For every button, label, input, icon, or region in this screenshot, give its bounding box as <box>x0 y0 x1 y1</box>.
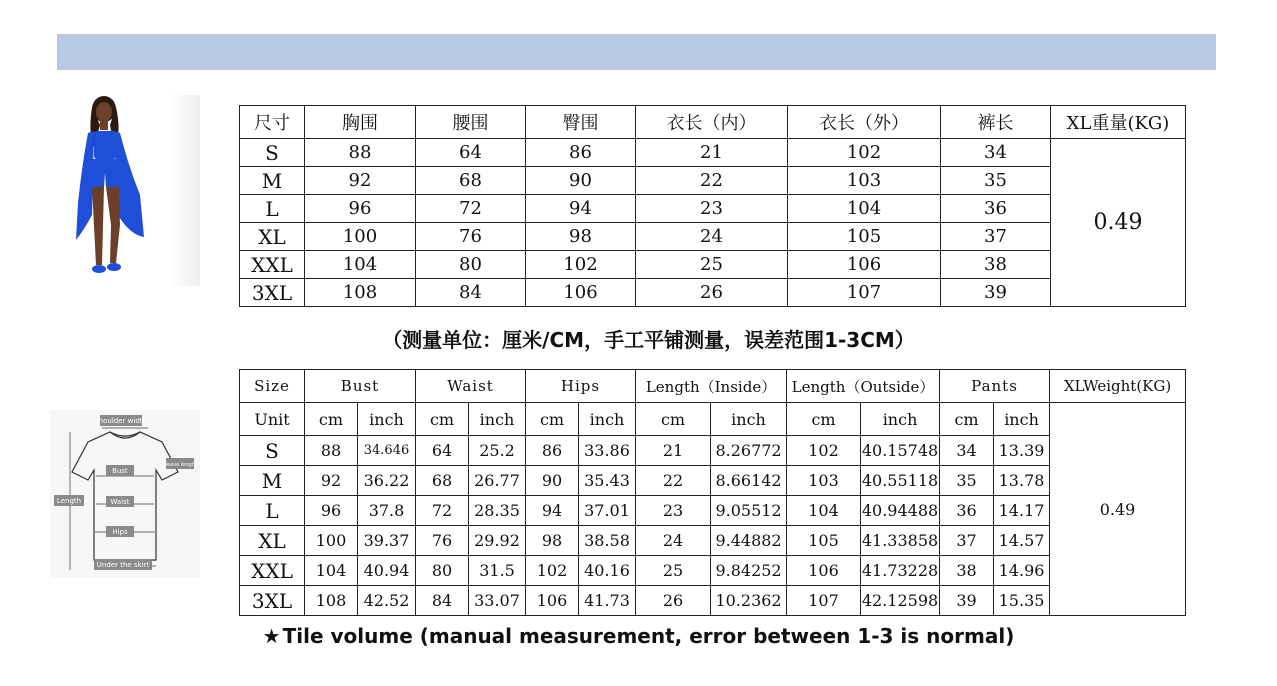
table-cell: 107 <box>788 279 941 307</box>
table-row <box>240 195 1186 223</box>
table-cell: 21 <box>636 139 788 167</box>
table-cell: 26.77 <box>469 466 526 496</box>
unit-cell: Unit <box>240 403 305 436</box>
table-cell: 21 <box>636 436 711 466</box>
table-cell: 92 <box>305 167 416 195</box>
table-cell: 41.73228 <box>861 556 940 586</box>
table-cell: 36.22 <box>358 466 416 496</box>
table-cell: 36 <box>940 496 994 526</box>
table-row <box>240 279 1186 307</box>
weight-cell: 0.49 <box>1051 139 1186 307</box>
unit-cell: cm <box>416 403 469 436</box>
svg-text:Waist: Waist <box>110 498 130 506</box>
size-cell: M <box>240 167 305 195</box>
table-cell: 40.55118 <box>861 466 940 496</box>
table-cell: 33.07 <box>469 586 526 616</box>
table-row <box>240 586 1186 616</box>
table-cell: 94 <box>526 496 579 526</box>
table-cell: 106 <box>526 586 579 616</box>
table-cell: 42.52 <box>358 586 416 616</box>
table-row <box>240 556 1186 586</box>
table-cell: 28.35 <box>469 496 526 526</box>
table-cell: 80 <box>416 556 469 586</box>
table-cell: 64 <box>416 139 526 167</box>
unit-cell: inch <box>579 403 636 436</box>
table-cell: 40.94488 <box>861 496 940 526</box>
table-cell: 40.15748 <box>861 436 940 466</box>
table-cell: 26 <box>636 586 711 616</box>
table-cell: 98 <box>526 526 579 556</box>
table-cell: 24 <box>636 223 788 251</box>
unit-cell: inch <box>861 403 940 436</box>
table-cell: 22 <box>636 466 711 496</box>
size-cell: XXL <box>240 251 305 279</box>
table-cell: 34.646 <box>358 436 416 466</box>
size-cell: XL <box>240 223 305 251</box>
table-row <box>240 496 1186 526</box>
table-row <box>240 526 1186 556</box>
model-photo <box>64 95 200 286</box>
table-cell: 34 <box>940 436 994 466</box>
table-row <box>240 436 1186 466</box>
table-cell: 15.35 <box>994 586 1050 616</box>
table-cell: 72 <box>416 195 526 223</box>
unit-cell: cm <box>526 403 579 436</box>
header-cell: Waist <box>416 370 526 403</box>
size-table-en <box>239 369 1186 616</box>
header-cell: Length（Inside） <box>636 370 787 403</box>
svg-text:Bust: Bust <box>112 467 128 475</box>
table-cell: 22 <box>636 167 788 195</box>
measurement-note-text: Tile volume (manual measurement, error between 1-3 is normal) <box>282 624 1015 648</box>
measurement-note-cn: （测量单位：厘米/CM，手工平铺测量，误差范围1-3CM） <box>382 328 915 352</box>
table-cell: 41.73 <box>579 586 636 616</box>
table-cell: 102 <box>526 556 579 586</box>
table-cell: 35 <box>940 466 994 496</box>
unit-cell: inch <box>358 403 416 436</box>
header-cell: 腰围 <box>416 106 526 139</box>
table-cell: 100 <box>305 526 358 556</box>
table-row <box>240 139 1186 167</box>
table-cell: 24 <box>636 526 711 556</box>
unit-row <box>240 403 1186 436</box>
table-cell: 13.39 <box>994 436 1050 466</box>
table-cell: 88 <box>305 139 416 167</box>
table-cell: 76 <box>416 526 469 556</box>
table-cell: 8.26772 <box>711 436 787 466</box>
table-cell: 96 <box>305 496 358 526</box>
table-cell: 14.17 <box>994 496 1050 526</box>
table-cell: 25 <box>636 556 711 586</box>
header-cell: 裤长 <box>941 106 1051 139</box>
table-cell: 68 <box>416 167 526 195</box>
table-cell: 103 <box>788 167 941 195</box>
header-cell: 臀围 <box>526 106 636 139</box>
table-cell: 42.12598 <box>861 586 940 616</box>
size-cell: L <box>240 195 305 223</box>
unit-cell: inch <box>994 403 1050 436</box>
table-cell: 38 <box>941 251 1051 279</box>
table-cell: 13.78 <box>994 466 1050 496</box>
table-cell: 23 <box>636 496 711 526</box>
table-cell: 94 <box>526 195 636 223</box>
header-cell: 胸围 <box>305 106 416 139</box>
header-cell: Pants <box>940 370 1050 403</box>
table-cell: 34 <box>941 139 1051 167</box>
table-row <box>240 223 1186 251</box>
size-cell: 3XL <box>240 586 305 616</box>
table-cell: 102 <box>787 436 861 466</box>
size-cell: XXL <box>240 556 305 586</box>
table-cell: 102 <box>526 251 636 279</box>
table-header-row <box>240 106 1186 139</box>
table-cell: 37.8 <box>358 496 416 526</box>
table-cell: 84 <box>416 279 526 307</box>
header-cell: 尺寸 <box>240 106 305 139</box>
size-cell: S <box>240 139 305 167</box>
header-cell: Bust <box>305 370 416 403</box>
table-cell: 98 <box>526 223 636 251</box>
table-cell: 35 <box>941 167 1051 195</box>
star-icon: ★ <box>262 624 281 648</box>
table-row <box>240 167 1186 195</box>
svg-text:Length: Length <box>56 497 82 505</box>
table-cell: 40.16 <box>579 556 636 586</box>
table-cell: 14.96 <box>994 556 1050 586</box>
table-cell: 106 <box>787 556 861 586</box>
svg-text:shoulder width: shoulder width <box>95 417 147 425</box>
unit-cell: cm <box>940 403 994 436</box>
table-cell: 38.58 <box>579 526 636 556</box>
table-cell: 9.84252 <box>711 556 787 586</box>
table-cell: 41.33858 <box>861 526 940 556</box>
table-cell: 90 <box>526 466 579 496</box>
table-cell: 39 <box>941 279 1051 307</box>
table-cell: 86 <box>526 139 636 167</box>
table-cell: 14.57 <box>994 526 1050 556</box>
table-header-row <box>240 370 1186 403</box>
model-photo-illustration <box>64 95 200 286</box>
table-cell: 102 <box>788 139 941 167</box>
table-cell: 80 <box>416 251 526 279</box>
table-cell: 29.92 <box>469 526 526 556</box>
svg-text:Hips: Hips <box>112 528 128 536</box>
table-cell: 72 <box>416 496 469 526</box>
unit-cell: cm <box>787 403 861 436</box>
header-cell: XLWeight(KG) <box>1050 370 1186 403</box>
table-cell: 9.44882 <box>711 526 787 556</box>
table-cell: 88 <box>305 436 358 466</box>
table-cell: 76 <box>416 223 526 251</box>
svg-text:Under the skirt: Under the skirt <box>96 561 150 569</box>
table-cell: 100 <box>305 223 416 251</box>
table-cell: 68 <box>416 466 469 496</box>
table-cell: 36 <box>941 195 1051 223</box>
table-cell: 26 <box>636 279 788 307</box>
measurement-diagram <box>50 410 200 578</box>
table-cell: 90 <box>526 167 636 195</box>
table-cell: 106 <box>526 279 636 307</box>
unit-cell: inch <box>711 403 787 436</box>
header-cell: Size <box>240 370 305 403</box>
unit-cell: inch <box>469 403 526 436</box>
table-cell: 108 <box>305 279 416 307</box>
table-cell: 8.66142 <box>711 466 787 496</box>
table-cell: 38 <box>940 556 994 586</box>
table-row <box>240 466 1186 496</box>
table-cell: 105 <box>788 223 941 251</box>
table-cell: 37 <box>940 526 994 556</box>
measurement-note-en <box>0 624 1277 648</box>
table-cell: 107 <box>787 586 861 616</box>
size-cell: L <box>240 496 305 526</box>
table-cell: 37 <box>941 223 1051 251</box>
top-banner <box>57 34 1216 70</box>
svg-text:sleeve length: sleeve length <box>163 462 197 468</box>
header-cell: XL重量(KG) <box>1051 106 1186 139</box>
header-cell: Length（Outside） <box>787 370 940 403</box>
header-cell: 衣长（内） <box>636 106 788 139</box>
size-table-cn <box>239 105 1186 307</box>
size-cell: XL <box>240 526 305 556</box>
table-cell: 23 <box>636 195 788 223</box>
weight-cell: 0.49 <box>1050 403 1186 616</box>
size-cell: M <box>240 466 305 496</box>
table-cell: 39.37 <box>358 526 416 556</box>
header-cell: Hips <box>526 370 636 403</box>
size-cell: 3XL <box>240 279 305 307</box>
table-cell: 104 <box>305 556 358 586</box>
table-cell: 106 <box>788 251 941 279</box>
table-cell: 104 <box>787 496 861 526</box>
table-cell: 25.2 <box>469 436 526 466</box>
unit-cell: cm <box>636 403 711 436</box>
unit-cell: cm <box>305 403 358 436</box>
table-cell: 37.01 <box>579 496 636 526</box>
table-cell: 103 <box>787 466 861 496</box>
dress-diagram-illustration <box>50 410 200 578</box>
table-cell: 104 <box>305 251 416 279</box>
table-cell: 35.43 <box>579 466 636 496</box>
table-cell: 96 <box>305 195 416 223</box>
table-row <box>240 251 1186 279</box>
table-cell: 86 <box>526 436 579 466</box>
table-cell: 40.94 <box>358 556 416 586</box>
table-cell: 10.2362 <box>711 586 787 616</box>
table-cell: 33.86 <box>579 436 636 466</box>
table-cell: 25 <box>636 251 788 279</box>
table-cell: 92 <box>305 466 358 496</box>
table-cell: 108 <box>305 586 358 616</box>
table-cell: 31.5 <box>469 556 526 586</box>
table-cell: 84 <box>416 586 469 616</box>
table-cell: 39 <box>940 586 994 616</box>
header-cell: 衣长（外） <box>788 106 941 139</box>
table-cell: 105 <box>787 526 861 556</box>
table-cell: 9.05512 <box>711 496 787 526</box>
table-cell: 64 <box>416 436 469 466</box>
size-cell: S <box>240 436 305 466</box>
table-cell: 104 <box>788 195 941 223</box>
